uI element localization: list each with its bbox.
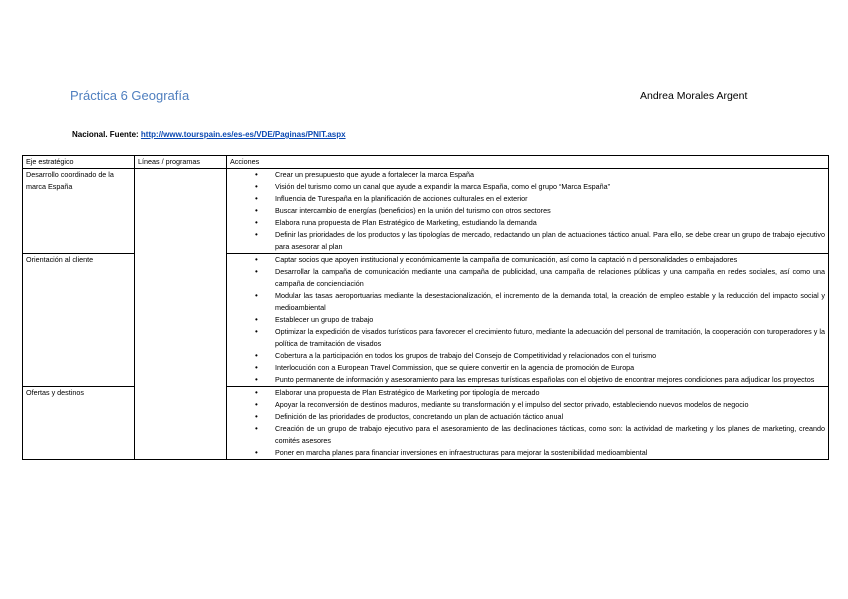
lineas-cell <box>135 169 227 460</box>
list-item: • Definición de las prioridades de productos, concretando un plan de actuación táctico anual <box>275 411 825 423</box>
source-label: Nacional. Fuente: <box>72 130 139 139</box>
list-item: • Establecer un grupo de trabajo <box>275 314 825 326</box>
eje-cell: Ofertas y destinos <box>23 387 135 460</box>
list-item: • Modular las tasas aeroportuarias mediante la desestacionalización, el incremento de la demanda total, la creación de empleo estable y la reducción del impacto social y medioambiental <box>275 290 825 314</box>
list-item: • Desarrollar la campaña de comunicación mediante una campaña de publicidad, una campaña de relaciones públicas y una campaña en redes sociales, así como una campaña de concienciación <box>275 266 825 290</box>
acciones-cell <box>227 387 829 460</box>
list-item: • Buscar intercambio de energías (beneficios) en la unión del turismo con otros sectores <box>275 205 825 217</box>
list-item: • Elaborar una propuesta de Plan Estratégico de Marketing por tipología de mercado <box>275 387 825 399</box>
acciones-cell <box>227 169 829 254</box>
header-acciones: Acciones <box>227 156 829 169</box>
document-title: Práctica 6 Geografía <box>70 88 190 103</box>
source-line <box>72 130 346 139</box>
acciones-cell <box>227 254 829 387</box>
list-item: • Cobertura a la participación en todos los grupos de trabajo del Consejo de Competitividad y relacionados con el turismo <box>275 350 825 362</box>
eje-cell: Desarrollo coordinado de la marca España <box>23 169 135 254</box>
header-eje: Eje estratégico <box>23 156 135 169</box>
list-item: • Optimizar la expedición de visados turísticos para favorecer el crecimiento futuro, mediante la adecuación del personal de tramitación, la cooperación con turoperadores y la política de tramitación de visados <box>275 326 825 350</box>
eje-cell: Orientación al cliente <box>23 254 135 387</box>
header-lineas: Líneas / programas <box>135 156 227 169</box>
list-item: • Influencia de Turespaña en la planificación de acciones culturales en el exterior <box>275 193 825 205</box>
list-item: • Elabora runa propuesta de Plan Estratégico de Marketing, estudiando la demanda <box>275 217 825 229</box>
list-item: • Crear un presupuesto que ayude a fortalecer la marca España <box>275 169 825 181</box>
list-item: • Creación de un grupo de trabajo ejecutivo para el asesoramiento de las declinaciones tácticas, como son: la actividad de marketing y los planes de marketing, creando comités asesores <box>275 423 825 447</box>
list-item: • Definir las prioridades de los productos y las tipologías de mercado, redactando un plan de actuaciones táctico anual. Para ello, se debe crear un grupo de trabajo ejecutivo para asesorar al plan <box>275 229 825 253</box>
author-name: Andrea Morales Argent <box>640 90 748 102</box>
table-header-row <box>23 156 829 169</box>
list-item: • Visión del turismo como un canal que ayude a expandir la marca España, como el grupo “Marca España” <box>275 181 825 193</box>
list-item: • Poner en marcha planes para financiar inversiones en infraestructuras para mejorar la sostenibilidad medioambiental <box>275 447 825 459</box>
list-item: • Interlocución con a European Travel Commission, que se quiere convertir en la agencia de promoción de Europa <box>275 362 825 374</box>
table-row <box>23 169 829 254</box>
source-link[interactable]: http://www.tourspain.es/es-es/VDE/Paginas/PNIT.aspx <box>140 130 346 139</box>
list-item: • Captar socios que apoyen institucional y económicamente la campaña de comunicación, así como la captació n d personalidades o embajadores <box>275 254 825 266</box>
strategy-table <box>22 155 829 460</box>
list-item: • Punto permanente de información y asesoramiento para las empresas turísticas españolas con el objetivo de encontrar mejores condiciones para adjudicar los proyectos <box>275 374 825 386</box>
list-item: • Apoyar la reconversión de destinos maduros, mediante su transformación y el impulso del sector privado, estableciendo nuevos modelos de negocio <box>275 399 825 411</box>
